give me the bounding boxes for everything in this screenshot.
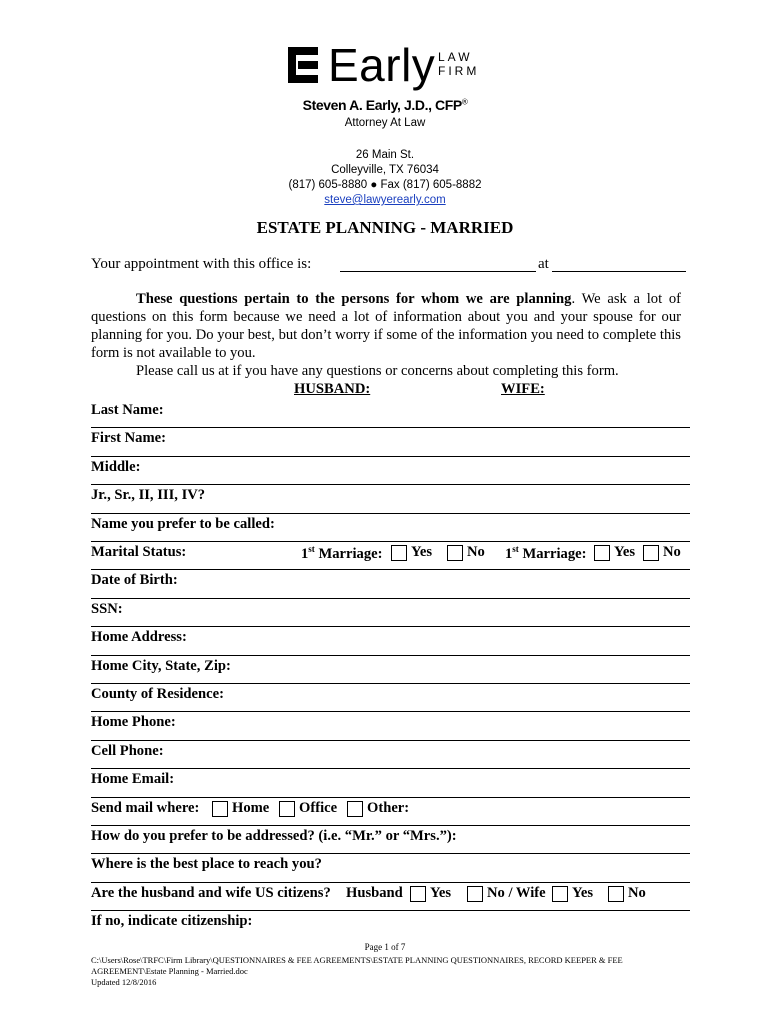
wife-no-label: No — [663, 544, 681, 560]
wife-first-marriage-no-checkbox[interactable] — [643, 545, 659, 561]
suffix-label: Jr., Sr., II, III, IV? — [91, 487, 206, 504]
address-city: Colleyville, TX 76034 — [331, 164, 439, 176]
wife-citizen-yes-checkbox[interactable] — [552, 886, 568, 902]
marital-status-label: Marital Status: — [91, 544, 187, 560]
attorney-name: Steven A. Early, J.D., CFP® — [302, 97, 468, 113]
citizens-row — [91, 882, 690, 911]
updated-date: Updated 12/8/2016 — [91, 977, 157, 987]
dob-label: Date of Birth: — [91, 572, 178, 589]
firm-logo — [288, 39, 488, 94]
husband-citizen-yes-label: Yes — [430, 884, 452, 901]
wife-first-marriage-label: 1st Marriage: — [505, 544, 587, 562]
middle-name-row[interactable] — [91, 456, 690, 485]
cell-phone-label: Cell Phone: — [91, 742, 164, 759]
mail-home-label: Home — [232, 799, 270, 816]
husband-yes-label: Yes — [411, 544, 433, 560]
no-wife-label: No / Wife — [487, 884, 546, 901]
wife-citizen-no-checkbox[interactable] — [608, 886, 624, 902]
husband-first-marriage-yes-checkbox[interactable] — [391, 545, 407, 561]
preferred-name-row[interactable] — [91, 513, 690, 542]
mail-home-checkbox[interactable] — [212, 801, 228, 817]
logo-subtext: LAW FIRM — [438, 50, 480, 78]
husband-column-header: HUSBAND: — [294, 381, 371, 397]
last-name-label: Last Name: — [91, 402, 164, 418]
husband-citizen-yes-checkbox[interactable] — [410, 886, 426, 902]
wife-citizen-yes-label: Yes — [572, 884, 594, 901]
middle-name-label: Middle: — [91, 458, 141, 475]
dob-row[interactable] — [91, 569, 690, 598]
home-city-label: Home City, State, Zip: — [91, 657, 231, 674]
phone-fax: (817) 605-8880 ● Fax (817) 605-8882 — [288, 179, 482, 191]
attorney-title: Attorney At Law — [344, 117, 426, 129]
wife-yes-label: Yes — [614, 544, 636, 560]
preferred-name-label: Name you prefer to be called: — [91, 515, 275, 532]
call-instructions: Please call us at if you have any questions or concerns about completing this form. — [136, 363, 619, 379]
home-phone-label: Home Phone: — [91, 714, 176, 731]
citizenship-row[interactable] — [91, 910, 690, 938]
husband-no-label: No — [467, 544, 485, 560]
ssn-label: SSN: — [91, 600, 123, 617]
wife-citizen-no-label: No — [628, 884, 646, 901]
first-name-label: First Name: — [91, 430, 166, 447]
logo-wordmark: Early — [328, 39, 436, 91]
page-number: Page 1 of 7 — [364, 942, 406, 952]
document-title: ESTATE PLANNING - MARRIED — [256, 218, 514, 237]
home-address-label: Home Address: — [91, 629, 187, 646]
appointment-date-field[interactable] — [340, 271, 536, 272]
appointment-time-field[interactable] — [552, 271, 686, 272]
home-address-row[interactable] — [91, 626, 690, 655]
citizens-husband-label: Husband — [346, 884, 403, 901]
wife-first-marriage-yes-checkbox[interactable] — [594, 545, 610, 561]
logo-mark-icon — [288, 47, 318, 87]
file-path: C:\Users\Rose\TRFC\Firm Library\QUESTIONNAIRES & FEE AGREEMENTS\ESTATE PLANNING QUESTIONNAIRES, RECORD KEEPER & FEE AGREEMENT\Estate Planning - Married.doc — [91, 955, 623, 976]
last-name-row[interactable] — [91, 399, 690, 428]
addressed-row[interactable] — [91, 825, 690, 854]
home-email-row[interactable] — [91, 768, 690, 797]
mail-other-checkbox[interactable] — [347, 801, 363, 817]
first-name-row[interactable] — [91, 427, 690, 456]
county-row[interactable] — [91, 683, 690, 712]
home-phone-row[interactable] — [91, 711, 690, 740]
mail-office-label: Office — [299, 799, 338, 816]
file-path-footer — [91, 955, 681, 988]
email-link[interactable]: steve@lawyerearly.com — [324, 194, 446, 206]
send-mail-row — [91, 797, 690, 826]
appointment-label: Your appointment with this office is: — [91, 256, 312, 272]
mail-office-checkbox[interactable] — [279, 801, 295, 817]
addressed-label: How do you prefer to be addressed? (i.e. “Mr.” or “Mrs.”): — [91, 828, 457, 844]
husband-first-marriage-label: 1st Marriage: — [301, 544, 383, 562]
marital-status-row — [91, 541, 690, 570]
intro-paragraph: These questions pertain to the persons for whom we are planning. We ask a lot of questions on this form because we need a lot of information about you and your spouse for our planning for you. Do your best, but don’t worry if some of the information you need to complete this form is not available to you. — [91, 291, 681, 361]
appointment-at-label: at — [538, 256, 549, 272]
home-email-label: Home Email: — [91, 771, 175, 788]
citizens-label: Are the husband and wife US citizens? — [91, 884, 331, 901]
reach-label: Where is the best place to reach you? — [91, 856, 322, 873]
county-label: County of Residence: — [91, 686, 224, 702]
husband-citizen-no-checkbox[interactable] — [467, 886, 483, 902]
ssn-row[interactable] — [91, 598, 690, 627]
mail-other-label: Other: — [367, 799, 410, 816]
address-street: 26 Main St. — [355, 149, 415, 161]
cell-phone-row[interactable] — [91, 740, 690, 769]
home-city-row[interactable] — [91, 655, 690, 684]
send-mail-label: Send mail where: — [91, 799, 200, 816]
husband-first-marriage-no-checkbox[interactable] — [447, 545, 463, 561]
reach-row[interactable] — [91, 853, 690, 882]
suffix-row[interactable] — [91, 484, 690, 513]
wife-column-header: WIFE: — [501, 381, 545, 397]
citizenship-label: If no, indicate citizenship: — [91, 913, 253, 930]
